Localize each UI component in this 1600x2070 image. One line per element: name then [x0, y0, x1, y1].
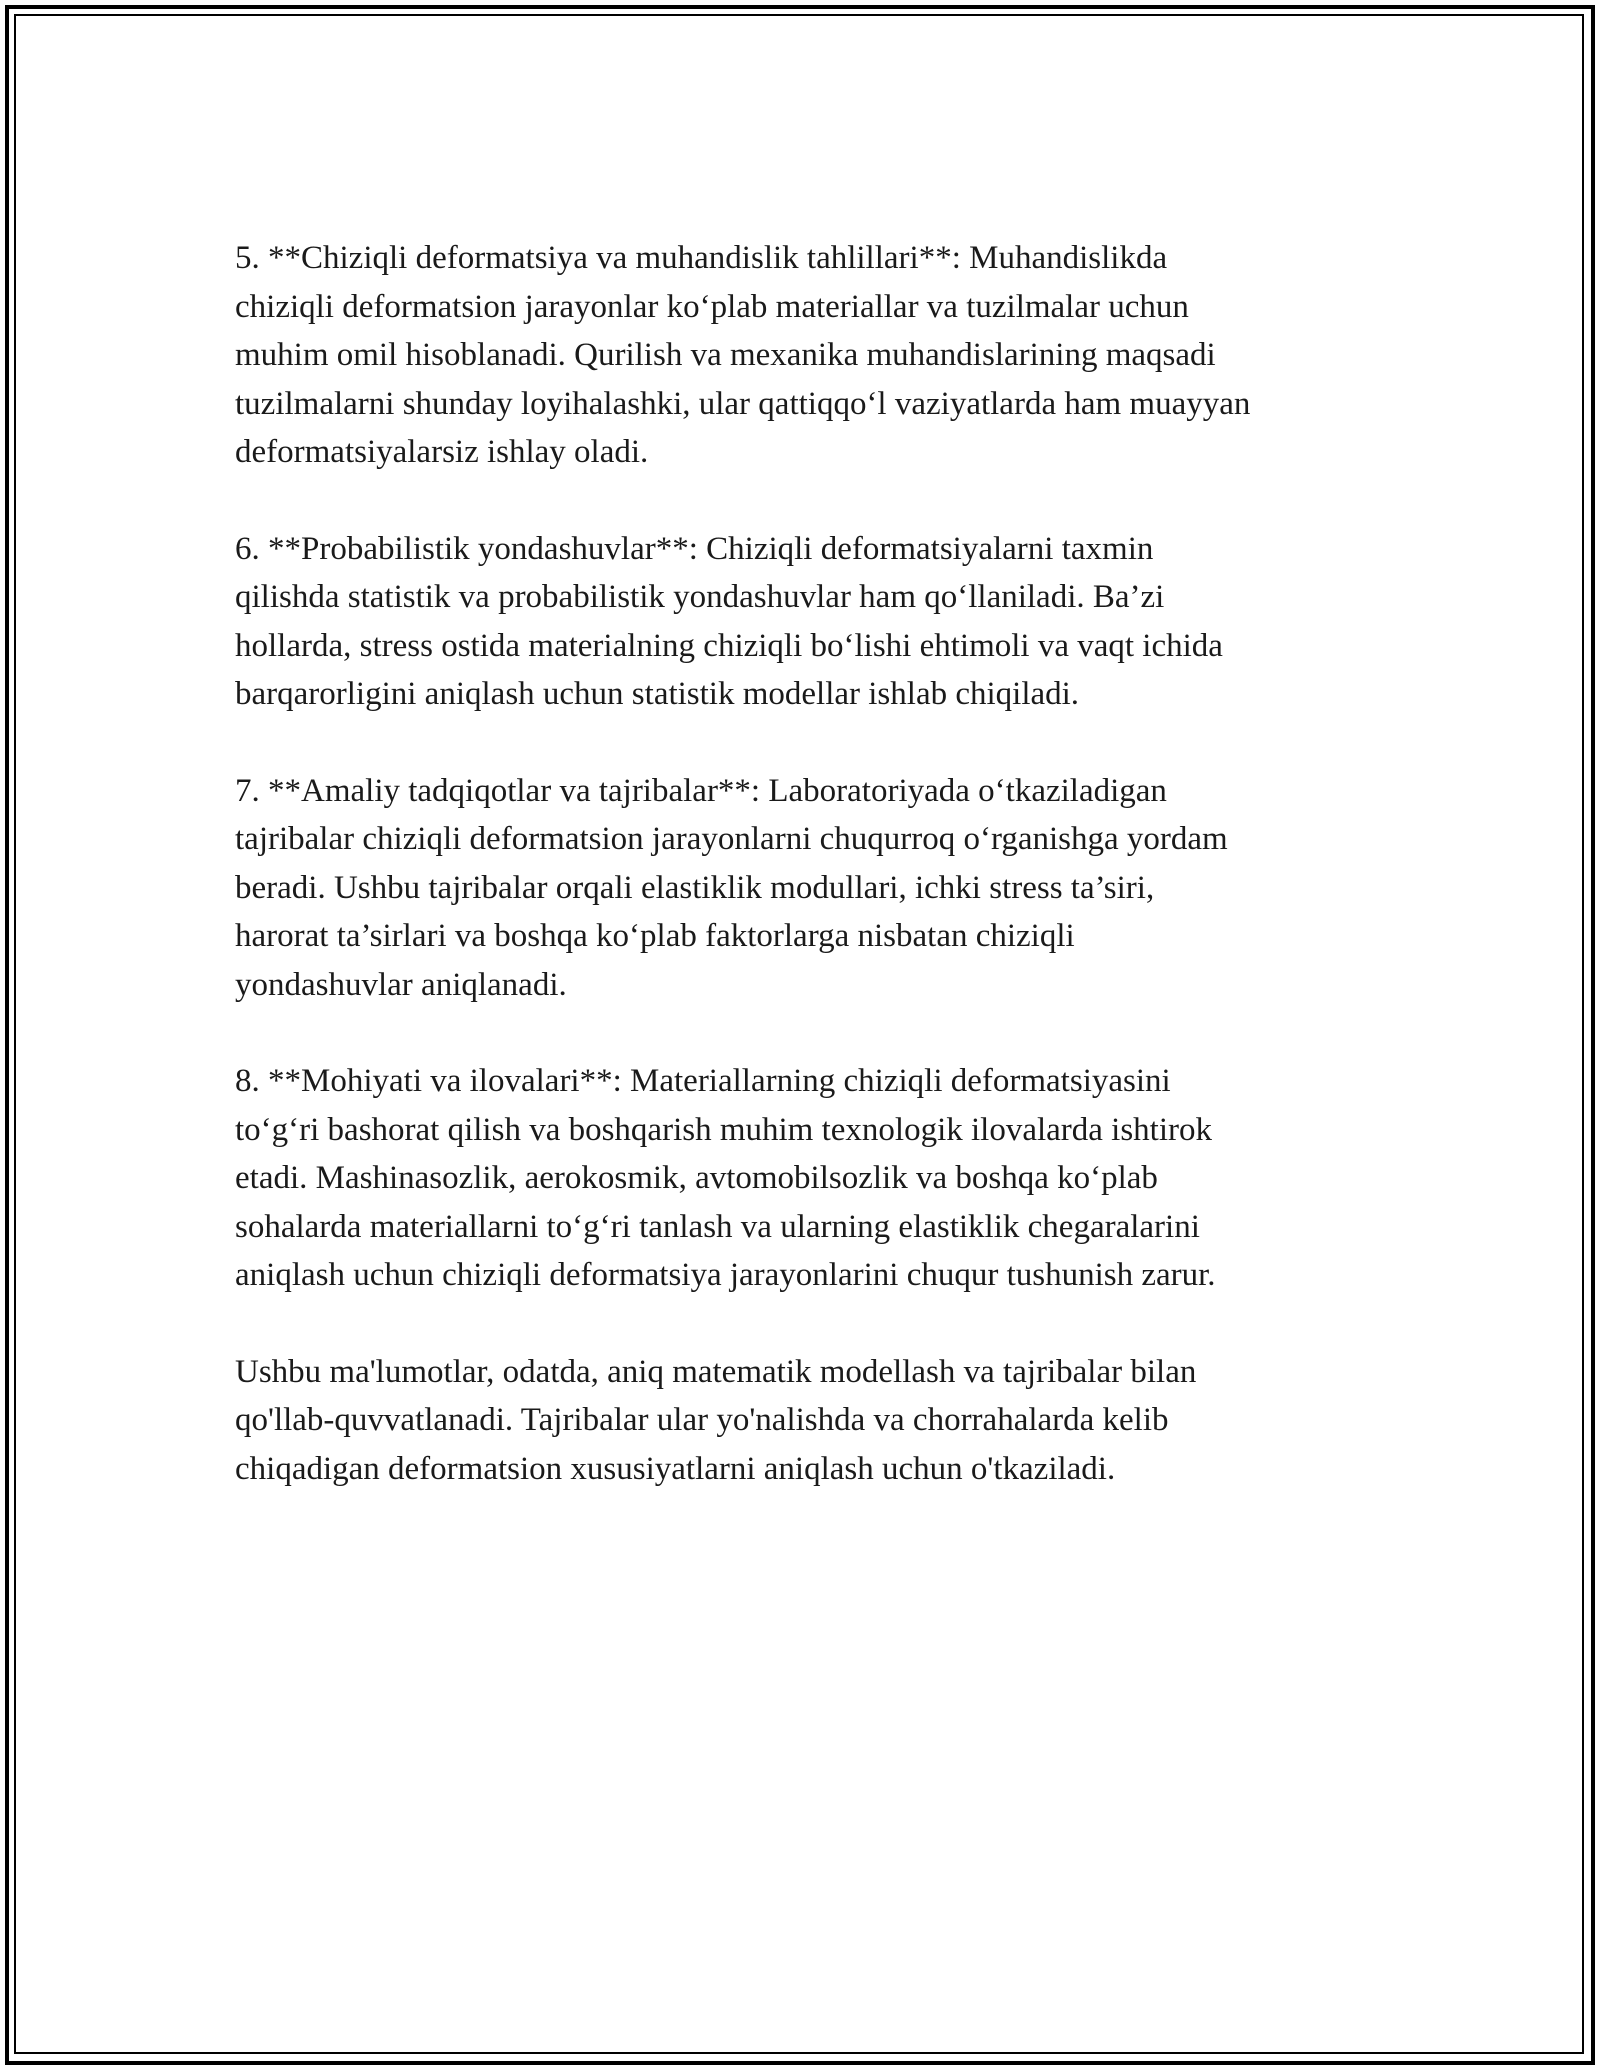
paragraph-line: 8. **Mohiyati va ilovalari**: Materiallarning chiziqli deformatsiyasini: [235, 1063, 1171, 1099]
paragraph-line: chiqadigan deformatsion xususiyatlarni aniqlash uchun o'tkaziladi.: [235, 1450, 1116, 1487]
paragraph-line: 6. **Probabilistik yondashuvlar**: Chiziqli deformatsiyalarni taxmin: [235, 530, 1154, 567]
paragraph-8-essence-and-applications: [235, 1057, 1415, 1300]
paragraph-summary: [235, 1348, 1415, 1494]
document-body: [235, 234, 1415, 1541]
paragraph-line: yondashuvlar aniqlanadi.: [235, 966, 567, 1003]
paragraph-line: sohalarda materiallarni to‘g‘ri tanlash va ularning elastiklik chegaralarini: [235, 1208, 1200, 1245]
paragraph-line: tajribalar chiziqli deformatsion jarayonlarni chuqurroq o‘rganishga yordam: [235, 821, 1228, 857]
paragraph-line: hollarda, stress ostida materialning chiziqli bo‘lishi ehtimoli va vaqt ichida: [235, 627, 1223, 664]
paragraph-line: beradi. Ushbu tajribalar orqali elastiklik modullari, ichki stress ta’siri,: [235, 869, 1155, 906]
paragraph-line: 5. **Chiziqli deformatsiya va muhandislik tahlillari**: Muhandislikda: [235, 240, 1168, 276]
paragraph-5-linear-deformation-engineering: [235, 234, 1415, 477]
paragraph-6-probabilistic-approaches: [235, 525, 1415, 719]
paragraph-line: deformatsiyalarsiz ishlay oladi.: [235, 434, 649, 470]
paragraph-line: harorat ta’sirlari va boshqa ko‘plab faktorlarga nisbatan chiziqli: [235, 918, 1075, 954]
paragraph-line: 7. **Amaliy tadqiqotlar va tajribalar**: Laboratoriyada o‘tkaziladigan: [235, 772, 1167, 809]
paragraph-line: tuzilmalarni shunday loyihalashki, ular qattiqqo‘l vaziyatlarda ham muayyan: [235, 385, 1251, 422]
paragraph-line: qo'llab-quvvatlanadi. Tajribalar ular yo'nalishda va chorrahalarda kelib: [235, 1402, 1169, 1438]
paragraph-line: barqarorligini aniqlash uchun statistik modellar ishlab chiqiladi.: [235, 676, 1080, 712]
paragraph-line: etadi. Mashinasozlik, aerokosmik, avtomobilsozlik va boshqa ko‘plab: [235, 1160, 1158, 1196]
paragraph-line: chiziqli deformatsion jarayonlar ko‘plab materiallar va tuzilmalar uchun: [235, 288, 1189, 325]
paragraph-line: to‘g‘ri bashorat qilish va boshqarish muhim texnologik ilovalarda ishtirok: [235, 1111, 1213, 1148]
paragraph-7-practical-research: [235, 767, 1415, 1010]
paragraph-line: aniqlash uchun chiziqli deformatsiya jarayonlarini chuqur tushunish zarur.: [235, 1257, 1216, 1293]
paragraph-line: muhim omil hisoblanadi. Qurilish va mexanika muhandislarining maqsadi: [235, 337, 1216, 373]
paragraph-line: qilishda statistik va probabilistik yondashuvlar ham qo‘llaniladi. Ba’zi: [235, 579, 1165, 615]
paragraph-line: Ushbu ma'lumotlar, odatda, aniq matematik modellash va tajribalar bilan: [235, 1353, 1197, 1390]
